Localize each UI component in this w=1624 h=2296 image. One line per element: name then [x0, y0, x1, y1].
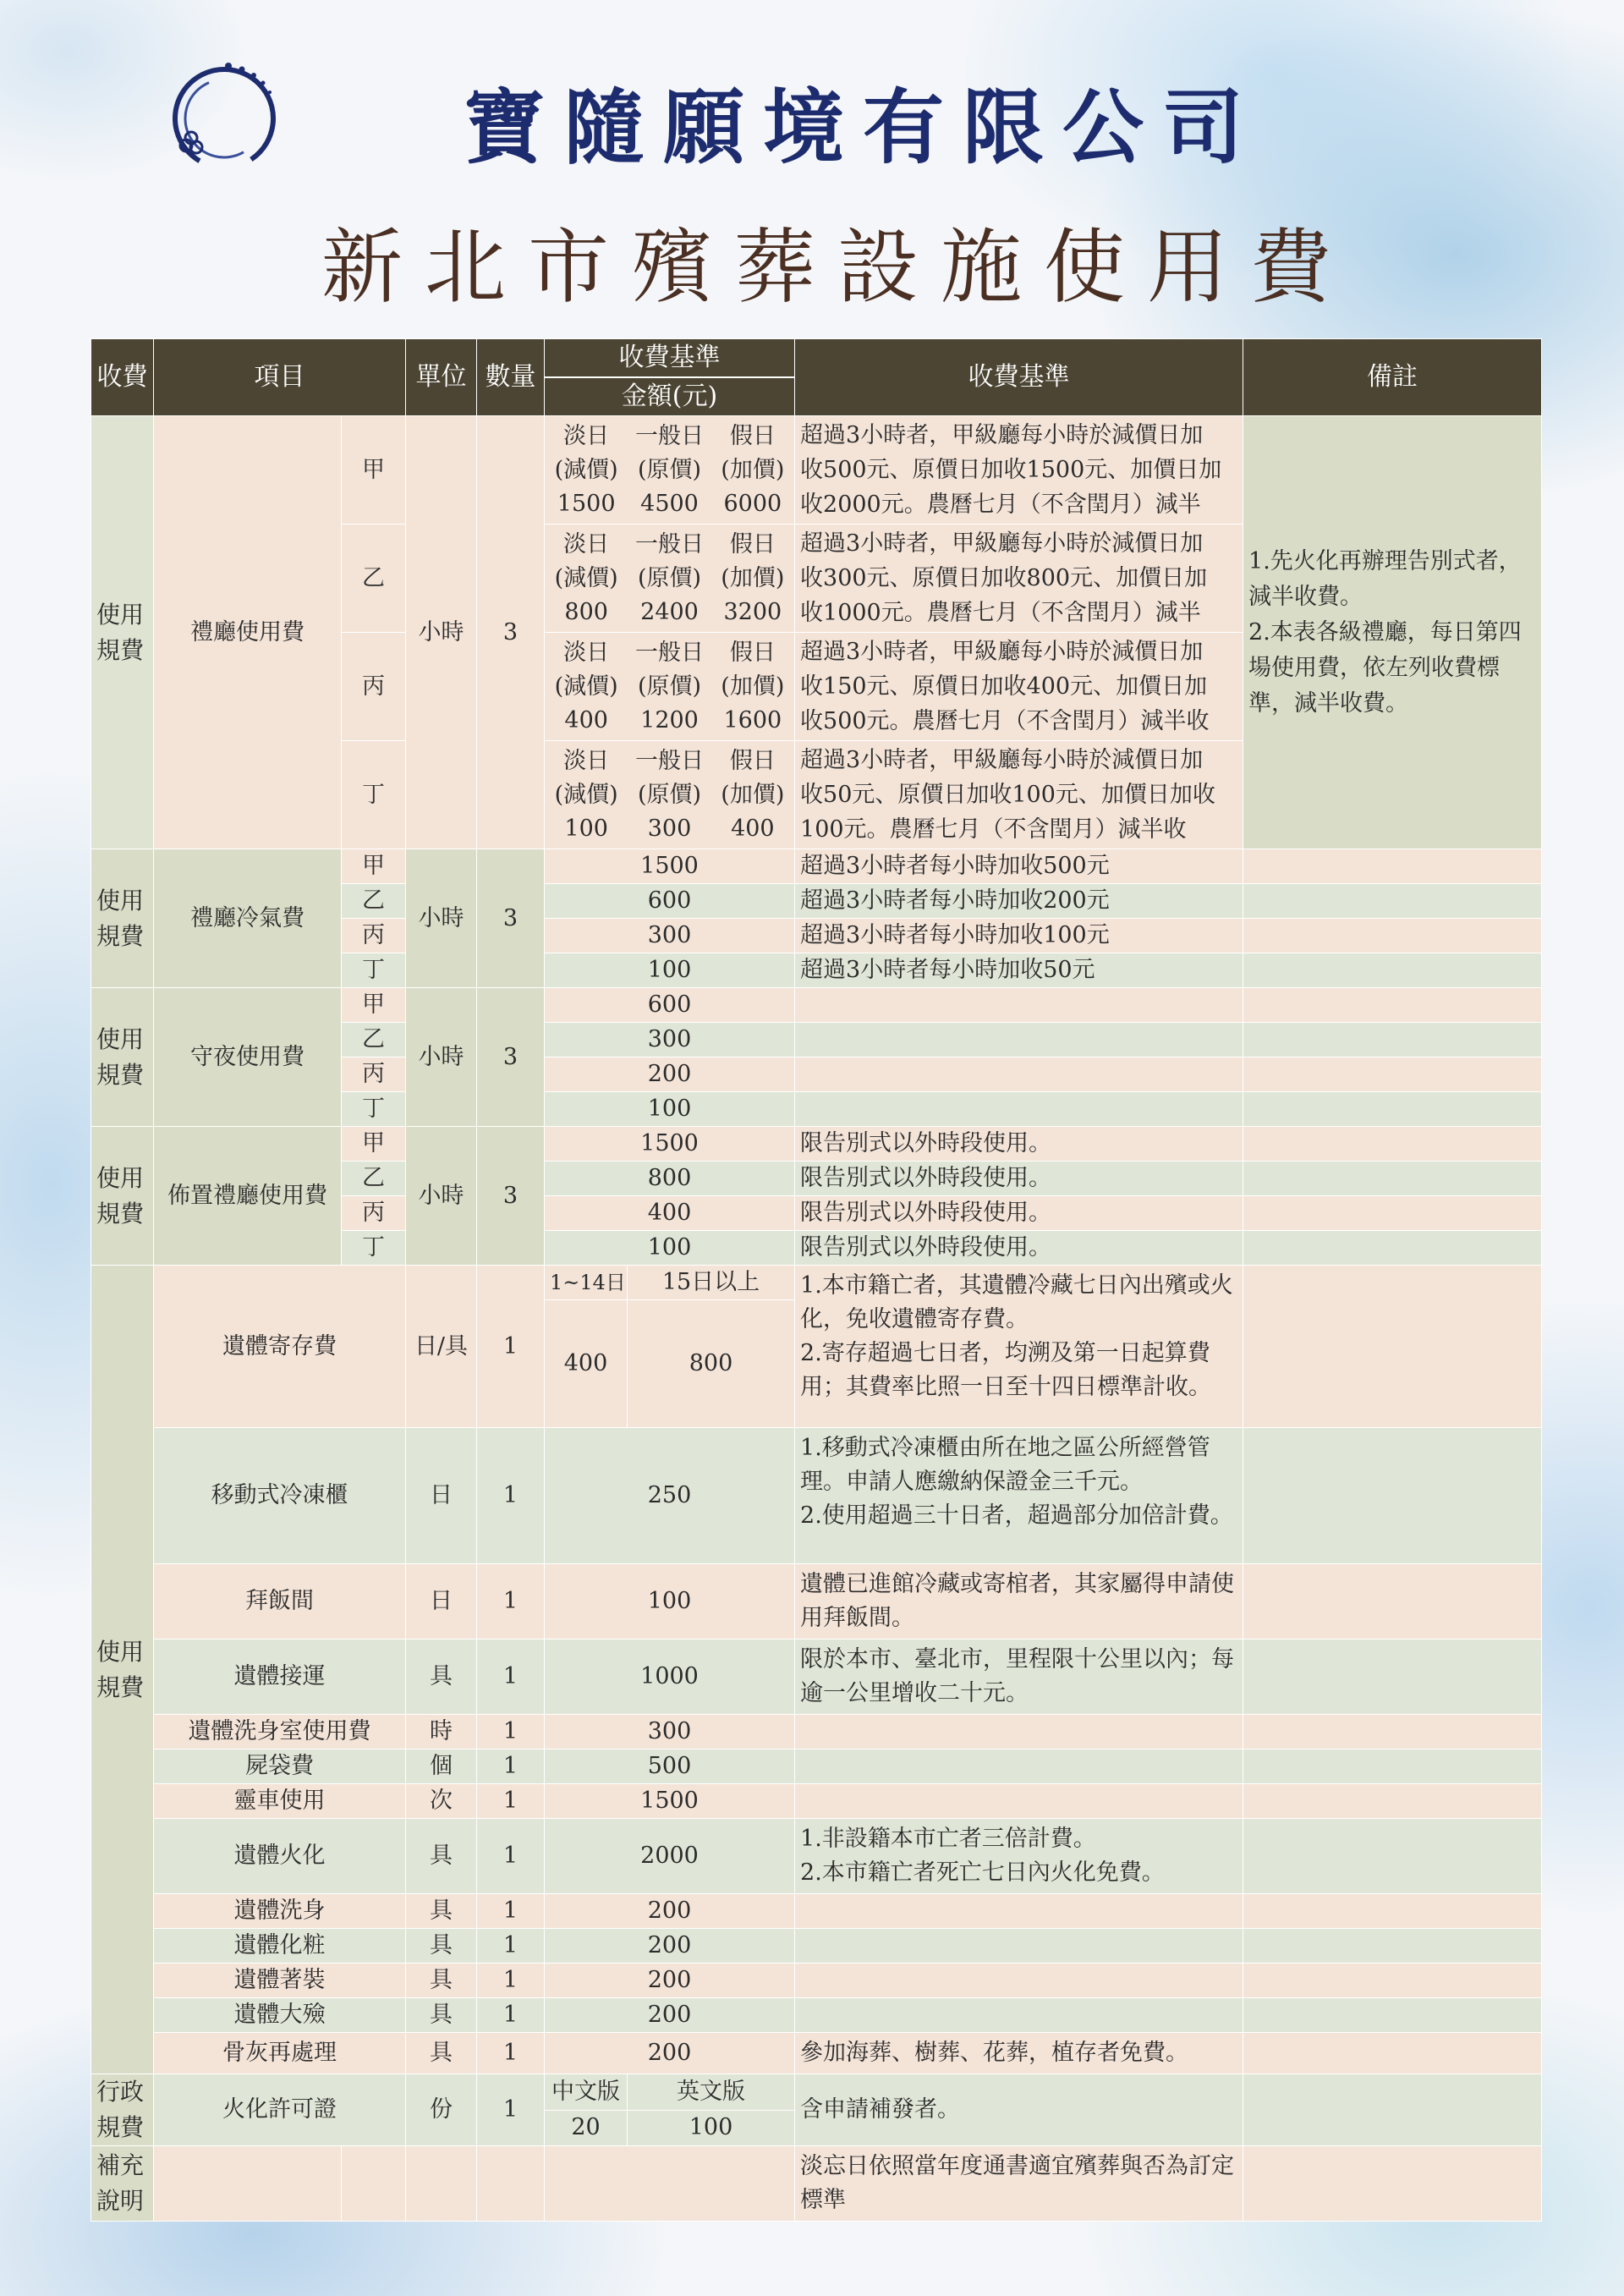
- header-qty: 數量: [477, 339, 545, 416]
- unit-cell: 具: [406, 1929, 477, 1964]
- amount-cell: 1500: [545, 849, 795, 884]
- amount-text: 一般日: [635, 422, 704, 449]
- amount-text: 假日: [729, 530, 776, 558]
- header-basis: 收費基準: [545, 339, 795, 378]
- standard-cell: [795, 1057, 1243, 1092]
- amount-cell: 300: [545, 1715, 795, 1749]
- remark-cell: [1243, 1057, 1542, 1092]
- cell-line: 收300元、原價日加收800元、加價日加: [800, 565, 1208, 591]
- cell-line: 收500元。農曆七月（不含閏月）減半收: [800, 708, 1210, 734]
- grade-row: [91, 849, 1542, 884]
- amount-cell: 20: [545, 2110, 628, 2146]
- amount-text: 假日: [729, 747, 776, 774]
- unit-cell: 日: [406, 1428, 477, 1564]
- amount-cell: 100: [545, 1564, 795, 1640]
- amount-cell: 300: [545, 1023, 795, 1057]
- header-standard: 收費基準: [795, 339, 1243, 416]
- fee-table: [91, 338, 1542, 2222]
- cell-line: 超過3小時者，甲級廳每小時於減價日加: [800, 747, 1204, 773]
- cell-line: 2.使用超過三十日者，超過部分加倍計費。: [800, 1502, 1233, 1529]
- item-name: 佈置禮廳使用費: [154, 1127, 342, 1266]
- fee-item-row: [91, 1998, 1542, 2033]
- cell-line: 參加海葬、樹葬、花葬，植存者免費。: [800, 2040, 1189, 2066]
- period-label: 15日以上: [628, 1266, 795, 1300]
- unit-cell: 具: [406, 1894, 477, 1929]
- remark-cell: [1243, 919, 1542, 953]
- qty-cell: 1: [477, 1564, 545, 1640]
- item-name: 遺體洗身室使用費: [154, 1715, 406, 1749]
- standard-cell: [795, 988, 1243, 1023]
- period-label: 1~14日: [545, 1266, 628, 1300]
- remark-cell: [1243, 1564, 1542, 1640]
- cell-line: 超過3小時者，甲級廳每小時於減價日加: [800, 639, 1204, 665]
- item-name: 拜飯間: [154, 1564, 406, 1640]
- fee-item-row: [91, 1784, 1542, 1819]
- amount-text: 一般日: [635, 747, 704, 774]
- item-name: 遺體大殮: [154, 1998, 406, 2033]
- amount-text: (原價): [637, 781, 702, 808]
- category-cell: 使用規費: [91, 988, 154, 1127]
- header-category: 收費: [91, 339, 154, 416]
- qty-cell: 1: [477, 1266, 545, 1428]
- amount-text: (原價): [637, 456, 702, 483]
- amount-text: 800: [564, 598, 608, 625]
- fee-item-row: [91, 1564, 1542, 1640]
- grade-cell: 丁: [342, 1092, 406, 1127]
- standard-cell: 限告別式以外時段使用。: [795, 1231, 1243, 1266]
- amount-text: 淡日: [563, 747, 610, 774]
- amount-text: (減價): [554, 673, 618, 700]
- standard-cell: 超過3小時者每小時加收200元: [795, 884, 1243, 919]
- unit-cell: 具: [406, 2033, 477, 2074]
- unit-cell: 具: [406, 1640, 477, 1715]
- qty-cell: 1: [477, 2033, 545, 2074]
- remark-cell: [1243, 1894, 1542, 1929]
- amount-cell: 500: [545, 1749, 795, 1784]
- qty-cell: 1: [477, 1428, 545, 1564]
- amount-cell: 400: [545, 1196, 795, 1231]
- category-cell: 使用規費: [91, 416, 154, 849]
- empty-cell: [342, 2146, 406, 2222]
- grade-cell: 乙: [342, 884, 406, 919]
- item-name: 遺體著裝: [154, 1964, 406, 1998]
- standard-cell: [795, 1929, 1243, 1964]
- amount-cell: 600: [545, 884, 795, 919]
- fee-item-row: [91, 1428, 1542, 1564]
- standard-cell: [795, 1894, 1243, 1929]
- amount-cell: 100: [545, 1231, 795, 1266]
- remark-cell: [1243, 1428, 1542, 1564]
- version-label: 中文版: [545, 2074, 628, 2111]
- company-name: 寶隨願境有限公司: [464, 80, 1262, 175]
- remark-cell: [1243, 1162, 1542, 1196]
- supplement-row: [91, 2146, 1542, 2222]
- amount-text: 淡日: [563, 422, 610, 449]
- fee-table-body: [91, 339, 1542, 2222]
- cell-line: 100元。農曆七月（不含閏月）減半收: [800, 816, 1187, 843]
- cell-line: 2.本表各級禮廳，每日第四場使用費，依左列收費標準，減半收費。: [1248, 618, 1522, 717]
- amount-grid: [545, 741, 795, 849]
- qty-cell: 1: [477, 1964, 545, 1998]
- standard-cell: [795, 1749, 1243, 1784]
- grade-cell: 丁: [342, 741, 406, 849]
- amount-grid: [545, 633, 795, 741]
- amount-text: 1200: [640, 706, 699, 733]
- qty-cell: 1: [477, 1998, 545, 2033]
- empty-cell: [154, 2146, 342, 2222]
- amount-text: 假日: [729, 422, 776, 449]
- amount-text: (加價): [721, 564, 785, 591]
- qty-cell: 1: [477, 1894, 545, 1929]
- amount-cell: 200: [545, 1929, 795, 1964]
- cell-line: 1.先火化再辦理告別式者，減半收費。: [1248, 547, 1522, 610]
- standard-cell: [795, 1266, 1243, 1428]
- standard-cell: 含申請補發者。: [795, 2074, 1243, 2146]
- amount-grid-inner: [545, 420, 794, 521]
- unit-cell: 次: [406, 1784, 477, 1819]
- page-title: 新北市殯葬設施使用費: [321, 220, 1353, 315]
- amount-text: 2400: [640, 598, 699, 625]
- unit-cell: 個: [406, 1749, 477, 1784]
- qty-cell: 1: [477, 1929, 545, 1964]
- remark-cell: [1243, 849, 1542, 884]
- cell-line: 1.本市籍亡者，其遺體冷藏七日內出殯或火化，免收遺體寄存費。: [800, 1272, 1233, 1332]
- cell-line: 超過3小時者，甲級廳每小時於減價日加: [800, 530, 1204, 557]
- remark-cell: [1243, 953, 1542, 988]
- standard-cell: [795, 1428, 1243, 1564]
- qty-cell: 3: [477, 849, 545, 988]
- qty-cell: 1: [477, 2074, 545, 2146]
- remark-cell: [1243, 1749, 1542, 1784]
- header-remark: 備註: [1243, 339, 1542, 416]
- fee-item-row: [91, 1715, 1542, 1749]
- unit-cell: 小時: [406, 849, 477, 988]
- permit-row: [91, 2074, 1542, 2111]
- item-name: 遺體化粧: [154, 1929, 406, 1964]
- unit-cell: 份: [406, 2074, 477, 2146]
- cell-line: 收500元、原價日加收1500元、加價日加: [800, 457, 1222, 483]
- amount-grid-inner: [545, 528, 794, 629]
- unit-cell: 時: [406, 1715, 477, 1749]
- remark-cell: [1243, 1964, 1542, 1998]
- amount-grid-inner: [545, 744, 794, 846]
- category-cell: 使用規費: [91, 1127, 154, 1266]
- amount-text: 400: [564, 706, 608, 733]
- amount-cell: 250: [545, 1428, 795, 1564]
- amount-grid-inner: [545, 636, 794, 738]
- qty-cell: 3: [477, 988, 545, 1127]
- unit-cell: 小時: [406, 988, 477, 1127]
- version-label: 英文版: [628, 2074, 795, 2111]
- standard-cell: 淡忘日依照當年度通書適宜殯葬與否為訂定標準: [795, 2146, 1243, 2222]
- amount-text: 100: [564, 815, 608, 842]
- qty-cell: 1: [477, 1819, 545, 1894]
- grade-row: [91, 988, 1542, 1023]
- remark-cell: [1243, 1266, 1542, 1428]
- amount-text: 一般日: [635, 530, 704, 558]
- standard-cell: [795, 2033, 1243, 2074]
- item-name: 屍袋費: [154, 1749, 406, 1784]
- category-cell: 使用規費: [91, 849, 154, 988]
- fee-item-row: [91, 1749, 1542, 1784]
- amount-text: (原價): [637, 564, 702, 591]
- remark-cell: [1243, 1819, 1542, 1894]
- grade-cell: 乙: [342, 1162, 406, 1196]
- grade-cell: 丙: [342, 1196, 406, 1231]
- amount-text: 一般日: [635, 639, 704, 666]
- remark-cell: [1243, 1127, 1542, 1162]
- item-name: 禮廳冷氣費: [154, 849, 342, 988]
- amount-text: 300: [647, 815, 692, 842]
- amount-cell: 800: [545, 1162, 795, 1196]
- cell-line: 超過3小時者，甲級廳每小時於減價日加: [800, 422, 1204, 448]
- header-item: 項目: [154, 339, 406, 416]
- amount-text: 4500: [640, 490, 699, 517]
- cell-line: 1.移動式冷凍櫃由所在地之區公所經營管理。申請人應繳納保證金三千元。: [800, 1435, 1210, 1495]
- item-name: 遺體洗身: [154, 1894, 406, 1929]
- standard-cell: [795, 1964, 1243, 1998]
- remark-cell: [1243, 2146, 1542, 2222]
- standard-cell: [795, 525, 1243, 633]
- standard-cell: [795, 1998, 1243, 2033]
- amount-text: 1500: [557, 490, 616, 517]
- item-name: 守夜使用費: [154, 988, 342, 1127]
- standard-cell: 限告別式以外時段使用。: [795, 1196, 1243, 1231]
- amount-text: (加價): [721, 781, 785, 808]
- grade-cell: 甲: [342, 416, 406, 525]
- standard-cell: [795, 1564, 1243, 1640]
- amount-text: 假日: [729, 639, 776, 666]
- standard-cell: 限告別式以外時段使用。: [795, 1162, 1243, 1196]
- table-header-row: [91, 339, 1542, 378]
- remark-cell: [1243, 1784, 1542, 1819]
- cell-line: 限於本市、臺北市，里程限十公里以內；每逾一公里增收二十元。: [800, 1646, 1235, 1706]
- grade-cell: 甲: [342, 988, 406, 1023]
- amount-cell: 200: [545, 1894, 795, 1929]
- category-cell: 補充說明: [91, 2146, 154, 2222]
- standard-cell: [795, 416, 1243, 525]
- cell-line: 收2000元。農曆七月（不含閏月）減半: [800, 492, 1201, 518]
- grade-cell: 丙: [342, 919, 406, 953]
- unit-cell: 具: [406, 1998, 477, 2033]
- fee-item-row: [91, 1964, 1542, 1998]
- unit-cell: 日/具: [406, 1266, 477, 1428]
- amount-cell: 1500: [545, 1784, 795, 1819]
- empty-cell: [545, 2146, 795, 2222]
- unit-cell: 具: [406, 1964, 477, 1998]
- fee-item-row: [91, 1894, 1542, 1929]
- grade-cell: 甲: [342, 849, 406, 884]
- amount-cell: 800: [628, 1300, 795, 1428]
- remark-cell: [1243, 1929, 1542, 1964]
- cell-line: 1.非設籍本市亡者三倍計費。: [800, 1826, 1096, 1852]
- item-name: 靈車使用: [154, 1784, 406, 1819]
- amount-text: (加價): [721, 673, 785, 700]
- item-name: 遺體火化: [154, 1819, 406, 1894]
- standard-cell: [795, 1715, 1243, 1749]
- unit-cell: 具: [406, 1819, 477, 1894]
- grade-cell: 丙: [342, 633, 406, 741]
- item-name: 遺體接運: [154, 1640, 406, 1715]
- qty-cell: 3: [477, 416, 545, 849]
- remark-cell: [1243, 1196, 1542, 1231]
- category-cell: 行政規費: [91, 2074, 154, 2146]
- standard-cell: [795, 1092, 1243, 1127]
- category-cell: 使用規費: [91, 1266, 154, 2074]
- item-name: 火化許可證: [154, 2074, 406, 2146]
- item-name: 移動式冷凍櫃: [154, 1428, 406, 1564]
- amount-text: (加價): [721, 456, 785, 483]
- standard-cell: 超過3小時者每小時加收50元: [795, 953, 1243, 988]
- hall-row: [91, 416, 1542, 525]
- unit-cell: 日: [406, 1564, 477, 1640]
- amount-cell: 400: [545, 1300, 628, 1428]
- amount-cell: 200: [545, 1998, 795, 2033]
- amount-cell: 100: [545, 1092, 795, 1127]
- amount-cell: 200: [545, 2033, 795, 2074]
- remark-cell: [1243, 1023, 1542, 1057]
- cell-line: 收1000元。農曆七月（不含閏月）減半: [800, 600, 1201, 626]
- remark-cell: [1243, 416, 1542, 849]
- storage-row: [91, 1266, 1542, 1300]
- fee-item-row: [91, 2033, 1542, 2074]
- amount-cell: 1500: [545, 1127, 795, 1162]
- empty-cell: [406, 2146, 477, 2222]
- fee-item-row: [91, 1640, 1542, 1715]
- amount-text: 3200: [723, 598, 782, 625]
- grade-row: [91, 1127, 1542, 1162]
- amount-text: (減價): [554, 564, 618, 591]
- amount-text: 淡日: [563, 639, 610, 666]
- amount-text: (原價): [637, 673, 702, 700]
- amount-text: 1600: [723, 706, 782, 733]
- standard-cell: 超過3小時者每小時加收100元: [795, 919, 1243, 953]
- cell-line: 收50元、原價日加收100元、加價日加收: [800, 782, 1215, 808]
- amount-cell: 600: [545, 988, 795, 1023]
- amount-grid: [545, 525, 795, 633]
- qty-cell: 1: [477, 1715, 545, 1749]
- remark-cell: [1243, 1231, 1542, 1266]
- qty-cell: 1: [477, 1749, 545, 1784]
- standard-cell: [795, 1640, 1243, 1715]
- qty-cell: 1: [477, 1640, 545, 1715]
- amount-text: (減價): [554, 781, 618, 808]
- amount-cell: 2000: [545, 1819, 795, 1894]
- remark-cell: [1243, 2074, 1542, 2146]
- remark-cell: [1243, 1092, 1542, 1127]
- standard-cell: [795, 1023, 1243, 1057]
- grade-cell: 乙: [342, 1023, 406, 1057]
- amount-cell: 1000: [545, 1640, 795, 1715]
- item-name: 禮廳使用費: [154, 416, 342, 849]
- amount-cell: 100: [628, 2110, 795, 2146]
- amount-grid: [545, 416, 795, 525]
- amount-text: 6000: [723, 490, 782, 517]
- header-unit: 單位: [406, 339, 477, 416]
- cell-line: 2.寄存超過七日者，均溯及第一日起算費用；其費率比照一日至十四日標準計收。: [800, 1340, 1212, 1400]
- standard-cell: [795, 1819, 1243, 1894]
- remark-cell: [1243, 2033, 1542, 2074]
- fee-item-row: [91, 1929, 1542, 1964]
- amount-cell: 100: [545, 953, 795, 988]
- fee-item-row: [91, 1819, 1542, 1894]
- cell-line: 2.本市籍亡者死亡七日內火化免費。: [800, 1859, 1165, 1886]
- standard-cell: 超過3小時者每小時加收500元: [795, 849, 1243, 884]
- item-name: 遺體寄存費: [154, 1266, 406, 1428]
- remark-cell: [1243, 1715, 1542, 1749]
- header-amount: 金額(元): [545, 377, 795, 416]
- amount-cell: 200: [545, 1964, 795, 1998]
- amount-cell: 300: [545, 919, 795, 953]
- grade-cell: 丁: [342, 953, 406, 988]
- qty-cell: 3: [477, 1127, 545, 1266]
- grade-cell: 丁: [342, 1231, 406, 1266]
- grade-cell: 乙: [342, 525, 406, 633]
- standard-cell: [795, 1784, 1243, 1819]
- standard-cell: [795, 633, 1243, 741]
- standard-cell: [795, 741, 1243, 849]
- qty-cell: 1: [477, 1784, 545, 1819]
- grade-cell: 甲: [342, 1127, 406, 1162]
- amount-text: 淡日: [563, 530, 610, 558]
- item-name: 骨灰再處理: [154, 2033, 406, 2074]
- remark-cell: [1243, 1998, 1542, 2033]
- unit-cell: 小時: [406, 1127, 477, 1266]
- amount-text: 400: [731, 815, 775, 842]
- empty-cell: [477, 2146, 545, 2222]
- amount-text: (減價): [554, 456, 618, 483]
- remark-cell: [1243, 1640, 1542, 1715]
- unit-cell: 小時: [406, 416, 477, 849]
- standard-cell: 限告別式以外時段使用。: [795, 1127, 1243, 1162]
- grade-cell: 丙: [342, 1057, 406, 1092]
- cell-line: 遺體已進館冷藏或寄棺者，其家屬得申請使用拜飯間。: [800, 1571, 1235, 1631]
- cell-line: 收150元、原價日加收400元、加價日加: [800, 673, 1208, 700]
- amount-cell: 200: [545, 1057, 795, 1092]
- remark-cell: [1243, 988, 1542, 1023]
- remark-cell: [1243, 884, 1542, 919]
